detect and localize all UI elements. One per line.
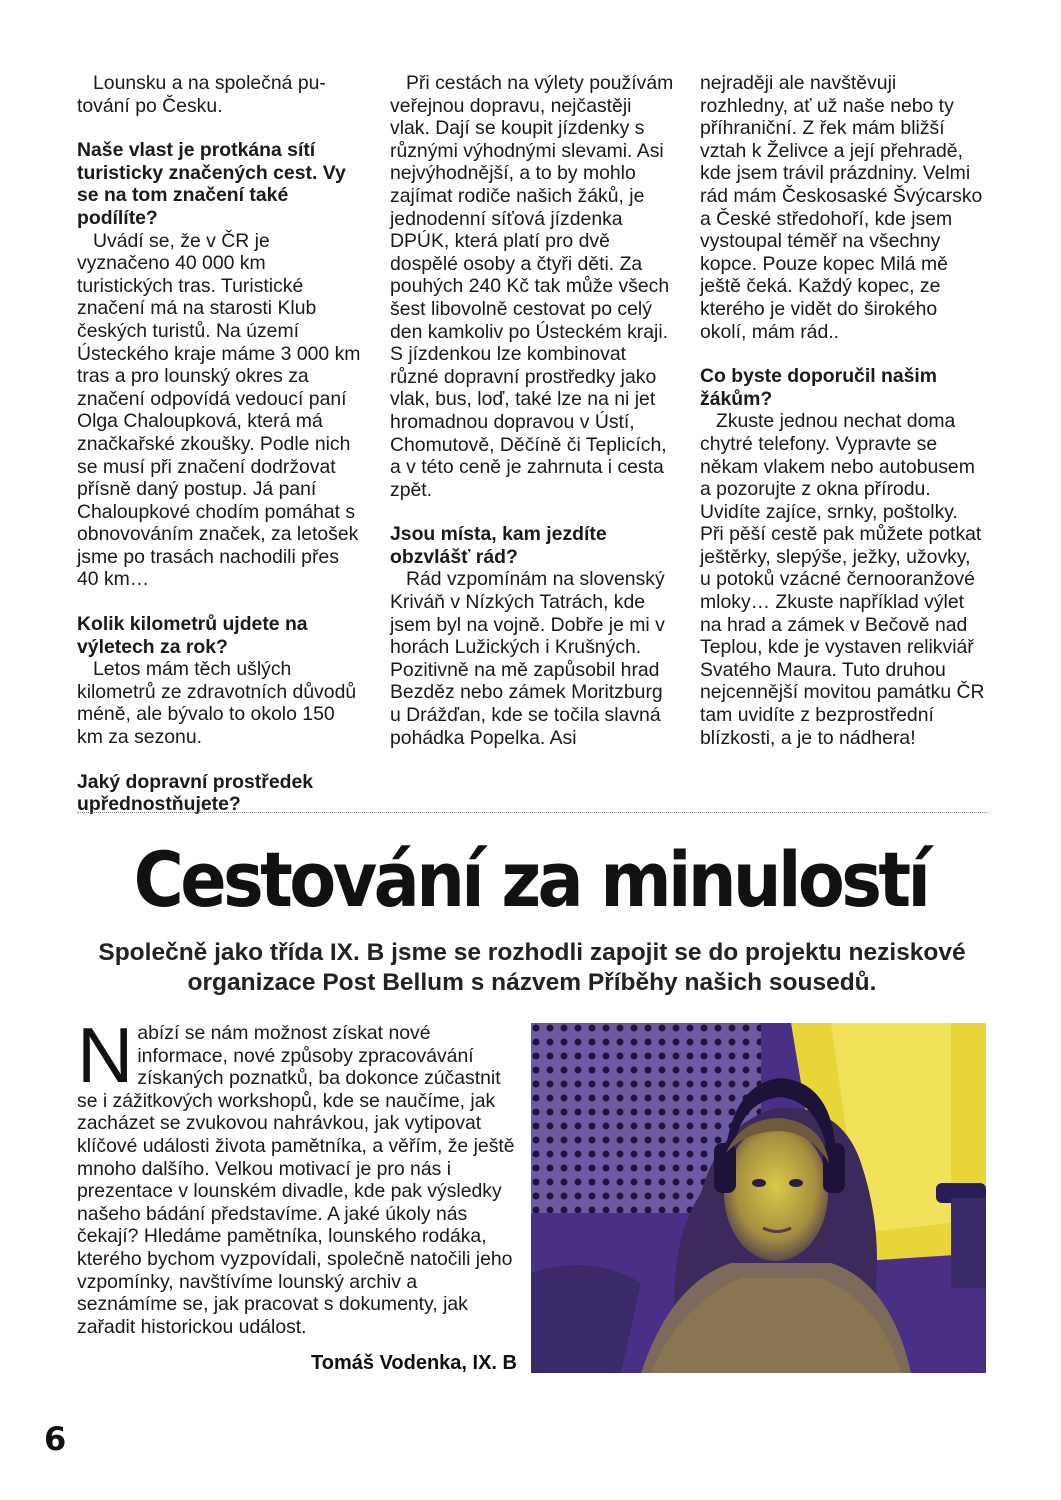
article-body (77, 1011, 517, 1338)
article-subtitle: Společně jako třída IX. B jsme se rozhodli zapojit se do projektu neziskové organizace Post Bellum s názvem Příběhy našich sousedů. (98, 939, 966, 996)
interview-column-1 (77, 72, 362, 816)
interview-question: Jaký dopravní prostředek upřednostňujete? (77, 770, 314, 816)
interview-answer: Rád vzpomínám na slovenský Kriváň v Nízkých Tatrách, kde jsem byl na vojně. Dobře je mi v horách Lužických i Krušných. Pozitivně na mě zapůsobil hrad Bezděz nebo zámek Moritzburg u Drážďan, kde se točila slavná pohádka Popelka. Asi (390, 568, 665, 749)
interview-answer: nejraději ale navštěvuji rozhledny, ať už naše nebo ty příhraniční. Z řek mám bližší vztah k Želivce a její přehradě, kde jsem trávil prázdniny. Velmi rád mám Českosaské Švýcarsko a České středohoří, kde jsem vystoupal téměř na všechny kopce. Pouze kopec Milá mě ještě čeká. Každý kopec, ze kterého je vidět do širokého okolí, mám rád.. (700, 72, 983, 343)
article-body-text: abízí se nám možnost získat nové informace, nové způsoby zpracovávání získaných poznatků, ba dokonce zúčastnit se i zážitkových workshopů, kde se naučíme, jak zacházet se zvukovou nahrávkou, jak vytipovat klíčové události života pamětníka, a věřím, že ještě mnoho dalšího. Velkou motivací je pro nás i prezentace v lounském divadle, kde pak výsledky našeho bádání představíme. A jaké úkoly nás čekají? Hledáme pamětníka, lounského rodáka, kterého bychom vyzpovídali, společně natočili jeho vzpomínky, navštívíme lounský archiv a seznámíme se, jak pracovat s dokumenty, jak zařadit historickou událost. (77, 1022, 515, 1338)
interview-column-2 (390, 72, 675, 749)
interview-question: Co byste doporučil našim žákům? (700, 365, 938, 410)
interview-answer: Zkuste jednou nechat doma chytré telefony. Vypravte se někam vlakem nebo autobusem a pozorujte z okna přírodu. Uvidíte zajíce, srnky, poštolky. Při pěší cestě pak můžete potkat ještěrky, slepýše, ježky, užovky, u potoků vzácné černooranžové mloky… Zkuste například výlet na hrad a zámek v Bečově nad Teplou, kde je vystaven relikviář Svatého Maura. Tuto druhou nejcennější movitou památku ČR tam uvidíte z bezprostřední blízkosti, a je to nádhera! (700, 410, 985, 749)
section-separator (77, 812, 987, 813)
interview-answer: Lounsku a na společná putování po Česku. (77, 72, 326, 117)
interview-answer: Uvádí se, že v ČR je vyznačeno 40 000 km turistických tras. Turistické značení má na starosti Klub českých turistů. Na území Ústeckého kraje máme 3 000 km tras a pro lounský okres za značení odpovídá vedoucí paní Olga Chaloupková, která má značkařské zkoušky. Podle nich se musí při značení dodržovat přísně daný postup. Já paní Chaloupkové chodím pomáhat s obnovováním značek, za letošek jsme po trasách nachodili přes 40 km… (77, 229, 361, 591)
article-author: Tomáš Vodenka, IX. B (311, 1352, 517, 1374)
girl-with-headphones-photo (531, 1023, 986, 1373)
article-headline: Cestování za minulostí (133, 835, 928, 924)
interview-answer: Při cestách na výlety používám veřejnou dopravu, nejčastěji vlak. Dají se koupit jízdenky s různými výhodnými slevami. Asi nejvýhodnější, a to by mohlo zajímat rodiče našich žáků, je jednodenní síťová jízdenka DPÚK, která platí pro dvě dospělé osoby a čtyři děti. Za pouhých 240 Kč tak může všech šest libovolně cestovat po celý den kamkoliv po Ústeckém kraji. S jízdenkou lze kombinovat různé dopravní prostředky jako vlak, bus, loď, také lze na ni jet hromadnou dopravou v Ústí, Chomutově, Děčíně či Teplicích, a v této ceně je zahrnuta i cesta zpět. (390, 72, 674, 501)
interview-question: Jsou místa, kam jezdíte obzvlášť rád? (390, 523, 607, 568)
interview-column-3 (700, 72, 985, 749)
page-number: 6 (44, 1420, 67, 1458)
interview-question: Kolik kilometrů ujdete na výletech za rok? (77, 613, 308, 658)
interview-answer: Letos mám těch ušlých kilometrů ze zdravotních důvodů méně, ale bývalo to okolo 150 km za sezonu. (77, 658, 357, 749)
interview-question: Naše vlast je protkána sítí turisticky značených cest. Vy se na tom značení také podílíte? (77, 139, 346, 229)
drop-cap: N (77, 1011, 134, 1099)
article-photo (531, 1023, 986, 1373)
